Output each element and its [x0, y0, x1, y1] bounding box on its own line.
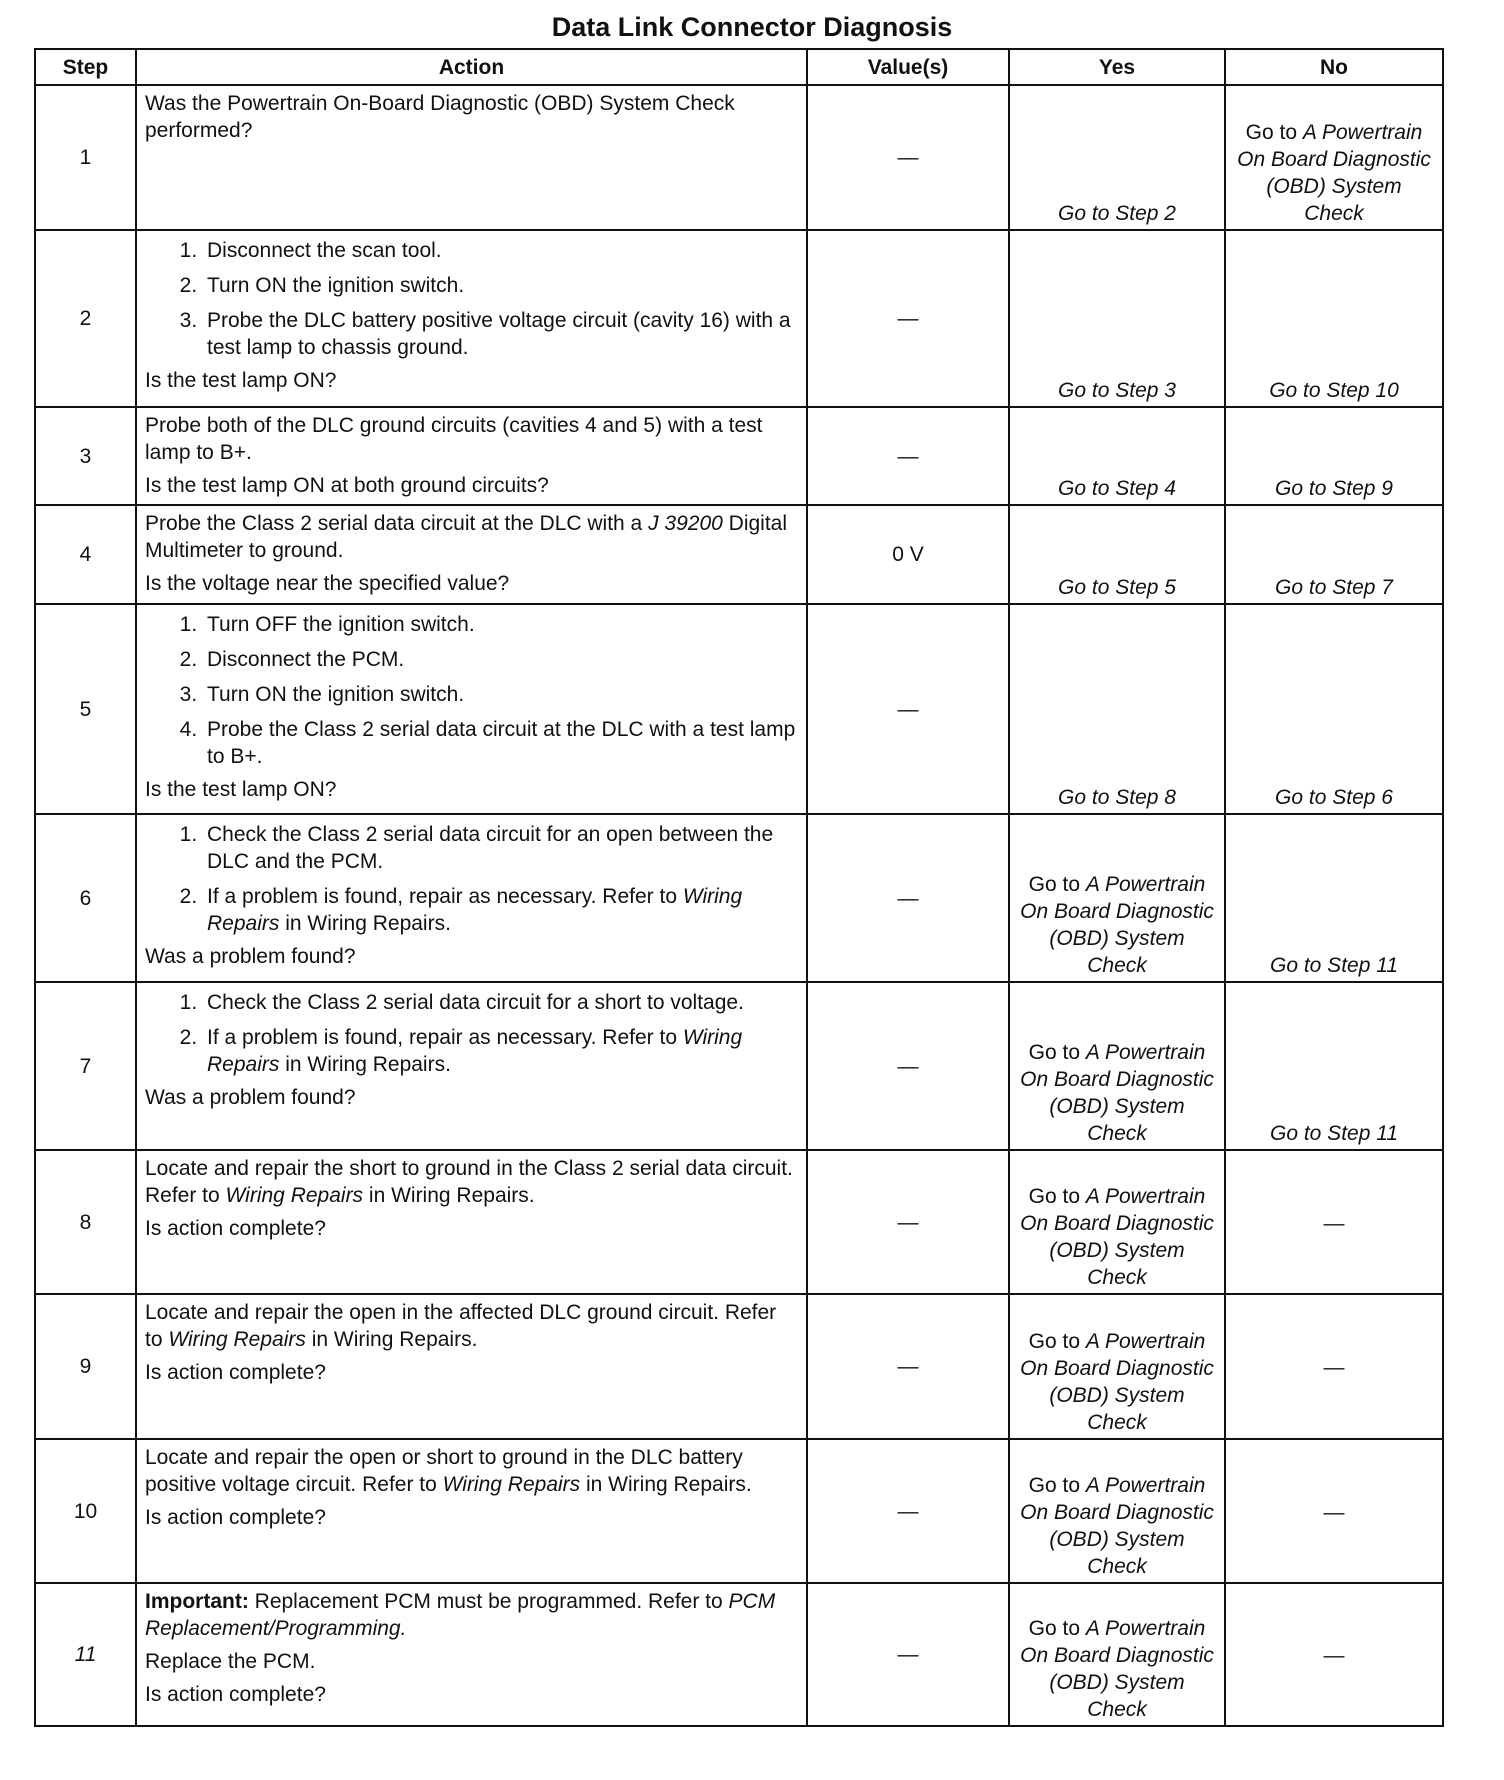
header-value: Value(s): [807, 49, 1009, 85]
value-cell: —: [807, 1583, 1009, 1726]
action-question: Was a problem found?: [145, 945, 356, 968]
header-no: No: [1225, 49, 1443, 85]
wiring-repairs-ref: Wiring Repairs: [225, 1184, 364, 1207]
step-number: 4: [35, 505, 136, 604]
step-number: 8: [35, 1150, 136, 1294]
step-number: 11: [35, 1583, 136, 1726]
diagnosis-table: [34, 48, 1444, 1727]
step-number: 6: [35, 814, 136, 982]
action-cell: [136, 85, 807, 230]
action-question: Is action complete?: [145, 1361, 326, 1384]
yes-cell: Go to Step 2: [1009, 85, 1225, 230]
action-cell: [136, 814, 807, 982]
no-cell: Go to Step 10: [1225, 230, 1443, 407]
value-cell: —: [807, 230, 1009, 407]
table-row: [35, 505, 1443, 604]
table-row: [35, 85, 1443, 230]
important-note: Important: Replacement PCM must be programmed. Refer to PCM Replacement/Programming.: [145, 1590, 776, 1640]
header-yes: Yes: [1009, 49, 1225, 85]
table-row: [35, 814, 1443, 982]
header-action: Action: [136, 49, 807, 85]
tool-name: J 39200: [648, 512, 723, 535]
action-question: Is action complete?: [145, 1683, 326, 1706]
action-text: Locate and repair the open or short to ground in the DLC battery positive voltage circuit. Refer to Wiring Repairs in Wiring Repairs.: [145, 1446, 752, 1496]
yes-cell: Go to A Powertrain On Board Diagnostic (OBD) System Check: [1009, 1150, 1225, 1294]
no-cell: Go to A Powertrain On Board Diagnostic (OBD) System Check: [1225, 85, 1443, 230]
value-cell: 0 V: [807, 505, 1009, 604]
list-item: 1. Disconnect the scan tool.: [203, 237, 798, 264]
step-number: 1: [35, 85, 136, 230]
yes-cell: Go to Step 5: [1009, 505, 1225, 604]
document-title: Data Link Connector Diagnosis: [551, 12, 953, 42]
action-text: Locate and repair the short to ground in the Class 2 serial data circuit. Refer to Wiring Repairs in Wiring Repairs.: [145, 1157, 793, 1207]
yes-cell: Go to Step 3: [1009, 230, 1225, 407]
yes-cell: Go to A Powertrain On Board Diagnostic (OBD) System Check: [1009, 814, 1225, 982]
table-row: [35, 982, 1443, 1150]
step-number: 3: [35, 407, 136, 505]
value-cell: —: [807, 1150, 1009, 1294]
table-row: [35, 407, 1443, 505]
header-row: [35, 49, 1443, 85]
pcm-programming-ref: PCM Replacement/Programming: [145, 1590, 776, 1640]
step-number: 9: [35, 1294, 136, 1439]
no-cell: Go to Step 7: [1225, 505, 1443, 604]
table-row: [35, 1583, 1443, 1726]
action-question: Is action complete?: [145, 1217, 326, 1240]
list-item: 1. Check the Class 2 serial data circuit for a short to voltage.: [203, 989, 798, 1016]
table-row: [35, 1439, 1443, 1583]
list-item: 1. Check the Class 2 serial data circuit for an open between the DLC and the PCM.: [203, 821, 798, 875]
list-item: 1. Turn OFF the ignition switch.: [203, 611, 798, 638]
action-text: Was the Powertrain On-Board Diagnostic (OBD) System Check performed?: [145, 92, 735, 142]
action-cell: [136, 230, 807, 407]
action-cell: [136, 1294, 807, 1439]
step-number: 5: [35, 604, 136, 814]
no-cell: Go to Step 11: [1225, 814, 1443, 982]
action-cell: [136, 604, 807, 814]
yes-cell: Go to A Powertrain On Board Diagnostic (OBD) System Check: [1009, 1583, 1225, 1726]
action-text: Probe the Class 2 serial data circuit at the DLC with a J 39200 Digital Multimeter to ground.: [145, 512, 788, 562]
wiring-repairs-ref: Wiring Repairs: [442, 1473, 581, 1496]
table-row: [35, 1294, 1443, 1439]
table-row: [35, 604, 1443, 814]
action-question: Is the test lamp ON?: [145, 778, 337, 801]
yes-cell: Go to Step 4: [1009, 407, 1225, 505]
value-cell: —: [807, 814, 1009, 982]
no-cell: —: [1225, 1294, 1443, 1439]
action-question: Was a problem found?: [145, 1086, 356, 1109]
list-item: 4. Probe the Class 2 serial data circuit at the DLC with a test lamp to B+.: [203, 716, 798, 770]
action-cell: [136, 407, 807, 505]
list-item: 2. If a problem is found, repair as necessary. Refer to Wiring Repairs in Wiring Repairs.: [203, 1024, 798, 1078]
step-number: 2: [35, 230, 136, 407]
yes-cell: Go to A Powertrain On Board Diagnostic (OBD) System Check: [1009, 982, 1225, 1150]
action-cell: [136, 1439, 807, 1583]
value-cell: —: [807, 1439, 1009, 1583]
no-cell: Go to Step 9: [1225, 407, 1443, 505]
list-item: 2. If a problem is found, repair as necessary. Refer to Wiring Repairs in Wiring Repairs.: [203, 883, 798, 937]
action-instruction: Replace the PCM.: [145, 1650, 316, 1673]
no-cell: —: [1225, 1583, 1443, 1726]
value-cell: —: [807, 85, 1009, 230]
no-cell: —: [1225, 1150, 1443, 1294]
list-item: 3. Turn ON the ignition switch.: [203, 681, 798, 708]
table-row: [35, 230, 1443, 407]
header-step: Step: [35, 49, 136, 85]
wiring-repairs-ref: Wiring Repairs: [207, 885, 743, 935]
action-cell: [136, 1583, 807, 1726]
action-question: Is action complete?: [145, 1506, 326, 1529]
no-cell: —: [1225, 1439, 1443, 1583]
action-cell: [136, 505, 807, 604]
action-question: Is the test lamp ON at both ground circuits?: [145, 474, 549, 497]
no-cell: Go to Step 11: [1225, 982, 1443, 1150]
wiring-repairs-ref: Wiring Repairs: [207, 1026, 743, 1076]
action-question: Is the test lamp ON?: [145, 369, 337, 392]
list-item: 3. Probe the DLC battery positive voltage circuit (cavity 16) with a test lamp to chassis ground.: [203, 307, 798, 361]
yes-cell: Go to Step 8: [1009, 604, 1225, 814]
step-number: 10: [35, 1439, 136, 1583]
action-question: Is the voltage near the specified value?: [145, 572, 510, 595]
value-cell: —: [807, 407, 1009, 505]
step-number: 7: [35, 982, 136, 1150]
value-cell: —: [807, 1294, 1009, 1439]
action-cell: [136, 1150, 807, 1294]
value-cell: —: [807, 604, 1009, 814]
action-cell: [136, 982, 807, 1150]
yes-cell: Go to A Powertrain On Board Diagnostic (OBD) System Check: [1009, 1439, 1225, 1583]
no-cell: Go to Step 6: [1225, 604, 1443, 814]
table-row: [35, 1150, 1443, 1294]
action-text: Locate and repair the open in the affected DLC ground circuit. Refer to Wiring Repairs in Wiring Repairs.: [145, 1301, 777, 1351]
list-item: 2. Disconnect the PCM.: [203, 646, 798, 673]
action-text: Probe both of the DLC ground circuits (cavities 4 and 5) with a test lamp to B+.: [145, 414, 763, 464]
wiring-repairs-ref: Wiring Repairs: [168, 1328, 306, 1351]
value-cell: —: [807, 982, 1009, 1150]
list-item: 2. Turn ON the ignition switch.: [203, 272, 798, 299]
yes-cell: Go to A Powertrain On Board Diagnostic (OBD) System Check: [1009, 1294, 1225, 1439]
